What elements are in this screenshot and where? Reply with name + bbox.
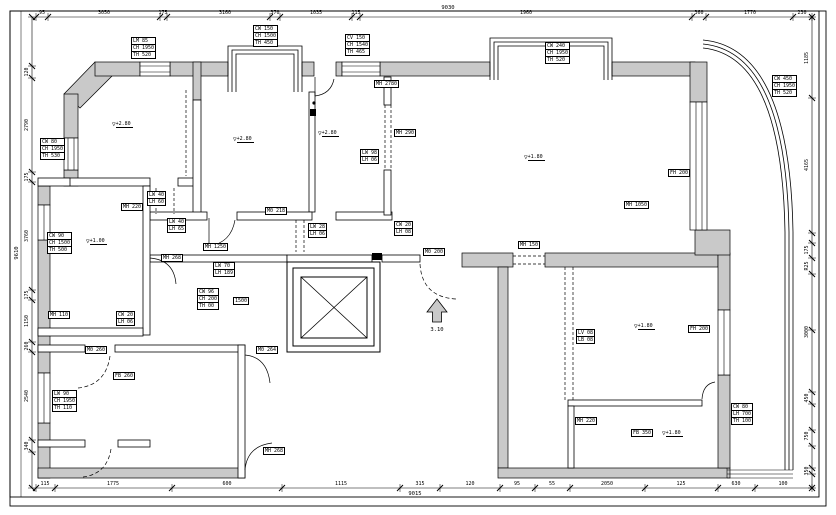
annotation-label-row: TH 00	[197, 302, 219, 310]
level-triangle-icon: ▽	[662, 430, 666, 437]
annotation-label-row: M0 264	[258, 347, 277, 353]
dim-text: 2540	[24, 389, 30, 403]
annotation-label-row: CH 1950	[54, 398, 76, 404]
level-triangle-icon: ▽	[86, 238, 90, 245]
dim-text: 120	[24, 67, 30, 77]
dim-text: 3050	[97, 10, 111, 16]
dim-text: 4165	[804, 158, 810, 172]
floor-level-mark: ▽+2.80	[318, 130, 337, 137]
level-triangle-icon: ▽	[233, 136, 237, 143]
annotation-label-row: LH 189	[215, 270, 234, 276]
annotation-label-row: FB 260	[115, 373, 134, 379]
entry-arrow-label: 3.10	[430, 327, 444, 333]
dim-text: 175	[804, 245, 810, 255]
annotation-label-row: LH 06	[310, 231, 326, 237]
dim-total-top: 9030	[441, 5, 455, 11]
window-bedroom-right	[718, 310, 730, 375]
dim-text: 750	[804, 431, 810, 441]
dimension-line-right	[804, 14, 816, 491]
dim-text: 260	[24, 341, 30, 351]
dim-text: 3160	[218, 10, 232, 16]
annotation-label-row: MH 268	[163, 255, 182, 261]
annotation-label-row: LV 08	[578, 330, 594, 336]
annotation-label-row: LH 06	[362, 157, 378, 163]
annotation-label-row: TH 530	[40, 152, 65, 160]
entry-arrow-icon	[427, 299, 447, 322]
annotation-label-row: LW 40	[169, 219, 185, 225]
annotation-label-row: TH 110	[52, 404, 77, 412]
annotation-label-row: CW 20	[118, 312, 134, 318]
dim-text: 55	[548, 481, 556, 487]
annotation-label-row: LH 60	[149, 199, 165, 205]
dim-text: 125	[676, 481, 686, 487]
annotation-label-row: TH 450	[253, 39, 278, 47]
annotation-label-row: M0 260	[87, 347, 106, 353]
level-triangle-icon: ▽	[524, 154, 528, 161]
annotation-label-row: CH 1950	[133, 45, 155, 51]
window-left-upper	[64, 138, 78, 170]
dim-text: 340	[24, 441, 30, 451]
dim-text: 2790	[24, 118, 30, 132]
annotation-label-row: MH 2780	[376, 81, 398, 87]
annotation-label-row: TH 520	[545, 56, 570, 64]
level-triangle-icon: ▽	[112, 121, 116, 128]
annotation-label-row: CW 96	[197, 288, 219, 296]
annotation-label-row: LW 28	[310, 224, 326, 230]
dim-text: 350	[804, 466, 810, 476]
annotation-label-row: TH 465	[345, 48, 370, 56]
dim-text: 370	[270, 10, 280, 16]
annotation-label-row: CH 1950	[42, 146, 64, 152]
annotation-label-row: FH 200	[690, 326, 709, 332]
window-left-mid	[38, 205, 50, 240]
dim-text: 175	[158, 10, 168, 16]
annotation-label-row: TH 520	[131, 51, 156, 59]
floor-level-mark: ▽+1.80	[524, 154, 543, 161]
door-arcs	[78, 77, 715, 477]
window-living-right	[690, 102, 707, 230]
dim-text: 115	[351, 10, 361, 16]
annotation-label-row: LW 98	[362, 150, 378, 156]
annotation-label-row: CW 240	[545, 42, 570, 50]
annotation-label-row: CH 1950	[547, 50, 569, 56]
dim-text: R25	[804, 261, 810, 271]
dim-text: 120	[465, 481, 475, 487]
annotation-label-row: CW 90	[47, 232, 72, 240]
annotation-label-row: MH 268	[265, 448, 284, 454]
annotation-label-row: M0 218	[267, 208, 286, 214]
dim-text: 1035	[309, 10, 323, 16]
window-left-lower	[38, 373, 50, 423]
annotation-label-row: CH 1500	[49, 240, 71, 246]
dimension-line-top	[33, 10, 815, 21]
annotation-label-row: LH 65	[169, 226, 185, 232]
window-top-left	[140, 62, 170, 76]
annotation-label-row: FB 350	[633, 430, 652, 436]
floor-level-mark: ▽+1.80	[634, 323, 653, 330]
dim-text: 230	[797, 10, 807, 16]
annotation-label-row: CH 1540	[347, 42, 369, 48]
level-triangle-icon: ▽	[318, 130, 322, 137]
annotation-label-row: CH 1950	[774, 83, 796, 89]
window-top-mid	[342, 62, 380, 76]
annotation-label-row: TH 520	[772, 89, 797, 97]
dim-text: 175	[24, 290, 30, 300]
annotation-label-row: LM 85	[131, 37, 156, 45]
exterior-walls	[38, 62, 730, 478]
annotation-label-row: 1500	[235, 298, 248, 304]
dim-text: 1770	[743, 10, 757, 16]
annotation-label-row: MH 1250	[205, 244, 227, 250]
annotation-label-row: MH 1050	[626, 202, 648, 208]
annotation-label-row: LH 700	[733, 411, 752, 417]
annotation-label-row: FH 200	[670, 170, 689, 176]
annotation-label-row: MH 290	[396, 130, 415, 136]
annotation-label-row: CV 150	[345, 34, 370, 42]
annotation-label-row: LW 70	[213, 262, 235, 270]
dim-text: 95	[38, 10, 46, 16]
annotation-label-row: MH 150	[520, 242, 539, 248]
annotation-label-row: TH 500	[47, 246, 72, 254]
floor-level-mark: ▽+2.80	[112, 121, 131, 128]
annotation-label-row: CW 20	[396, 222, 412, 228]
dim-text: 630	[731, 481, 741, 487]
annotation-label-row: M0 200	[425, 249, 444, 255]
dim-total-left: 9610	[14, 246, 20, 260]
dimension-line-bottom	[33, 481, 815, 492]
dim-text: 95	[513, 481, 521, 487]
annotation-label-row: CH 1500	[255, 33, 277, 39]
dim-text: 360	[694, 10, 704, 16]
dim-text: 315	[415, 481, 425, 487]
annotation-label-row: CW 80	[40, 138, 65, 146]
dashed-lines	[156, 90, 573, 400]
dim-text: 1115	[334, 481, 348, 487]
annotation-label-row: TH 100	[733, 418, 752, 424]
annotation-label-row: LH 06	[118, 319, 134, 325]
annotation-label-row: MH 110	[50, 312, 69, 318]
dim-text: 1775	[106, 481, 120, 487]
dim-text: 3000	[804, 325, 810, 339]
dim-text: 2050	[600, 481, 614, 487]
annotation-label-row: LB 08	[578, 337, 594, 343]
dim-text: 600	[222, 481, 232, 487]
annotation-label-row: LW 90	[52, 390, 77, 398]
floor-level-mark: ▽+1.80	[662, 430, 681, 437]
dim-text: 175	[24, 172, 30, 182]
dim-text: 115	[40, 481, 50, 487]
annotation-label-row: LW 40	[149, 192, 165, 198]
floor-level-mark: ▽+1.00	[86, 238, 105, 245]
level-triangle-icon: ▽	[634, 323, 638, 330]
annotation-label-row: MH 220	[577, 418, 596, 424]
windows	[38, 62, 730, 423]
dim-text: 1185	[804, 51, 810, 65]
dim-text: 1150	[24, 314, 30, 328]
floor-level-mark: ▽+2.80	[233, 136, 252, 143]
annotation-label-row: CW 150	[253, 25, 278, 33]
annotation-label-row: MH 220	[123, 204, 142, 210]
dim-text: 450	[804, 393, 810, 403]
dim-text: 3760	[24, 229, 30, 243]
dimension-line-left	[24, 14, 36, 491]
annotation-label-row: LH 08	[396, 229, 412, 235]
annotation-label-row: CH 200	[199, 296, 218, 302]
dim-text: 1960	[519, 10, 533, 16]
annotation-label-row: CW 80	[731, 403, 753, 411]
elevator-shaft	[287, 262, 380, 352]
dim-total-bottom: 9015	[408, 491, 422, 497]
dim-text: 100	[778, 481, 788, 487]
annotation-label-row: CW 450	[772, 75, 797, 83]
